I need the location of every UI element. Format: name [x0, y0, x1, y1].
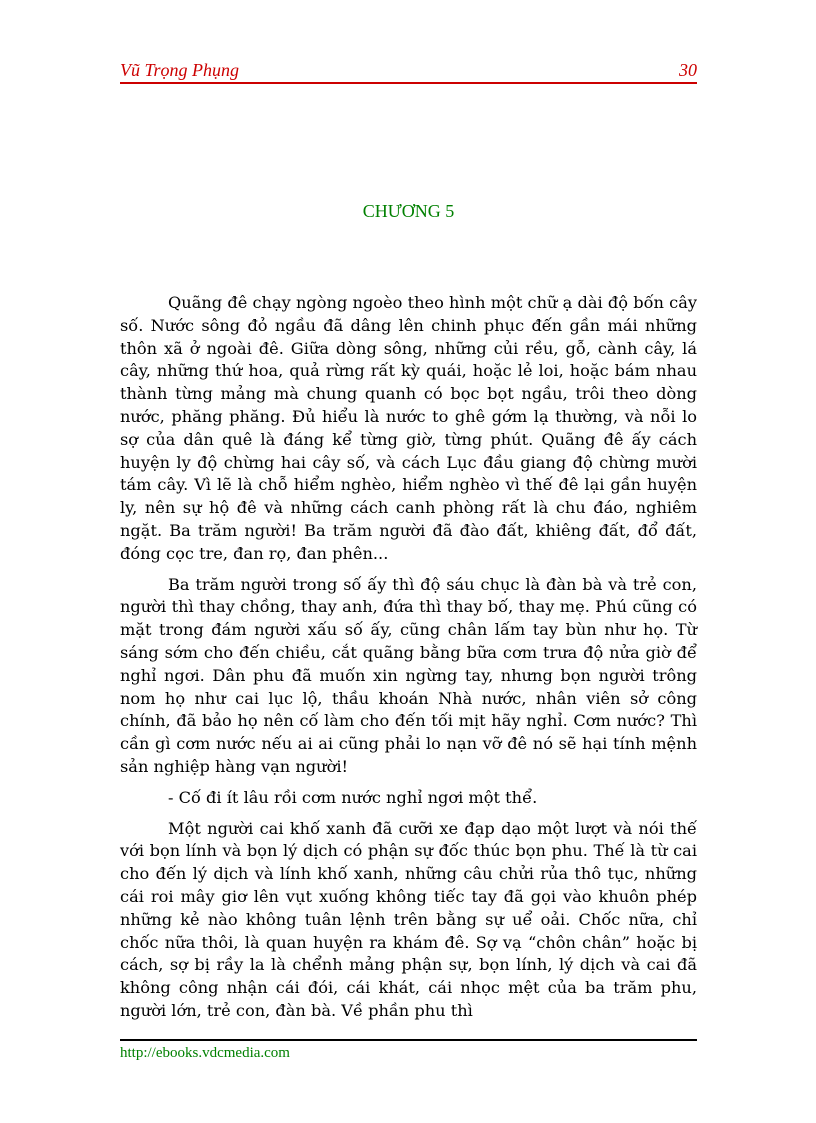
footer-divider — [120, 1039, 697, 1041]
chapter-body — [120, 292, 697, 1031]
footer-url-link[interactable]: http://ebooks.vdcmedia.com — [120, 1045, 290, 1061]
header-author: Vũ Trọng Phụng — [120, 60, 240, 80]
paragraph: Quãng đê chạy ngòng ngoèo theo hình một chữ ạ dài độ bốn cây số. Nước sông đỏ ngầu đã dâng lên chinh phục đến gần mái những thôn xã ở ngoài đê. Giữa dòng sông, những củi rều, gỗ, cành cây, lá cây, những thứ hoa, quả rừng rất kỳ quái, hoặc lẻ loi, hoặc bám nhau thành từng mảng mà chung quanh có bọc bọt ngầu, trôi theo dòng nước, phăng phăng. Đủ hiểu là nước to ghê gớm lạ thường, và nỗi lo sợ của dân quê là đáng kể từng giờ, từng phút. Quãng đê ấy cách huyện ly độ chừng hai cây số, và cách Lục đầu giang độ chừng mười tám cây. Vì lẽ là chỗ hiểm nghèo, hiểm nghèo vì thế đê lại gần huyện ly, nên sự hộ đê và những cách canh phòng rất là chu đáo, nghiêm ngặt. Ba trăm người! Ba trăm người đã đào đất, khiêng đất, đổ đất, đóng cọc tre, đan rọ, đan phên... — [120, 293, 697, 563]
paragraph: Ba trăm người trong số ấy thì độ sáu chục là đàn bà và trẻ con, người thì thay chồng, thay anh, đứa thì thay bố, thay mẹ. Phú cũng có mặt trong đám người xấu số ấy, cũng chân lấm tay bùn như họ. Từ sáng sớm cho đến chiều, cắt quãng bằng bữa cơm trưa độ nửa giờ để nghỉ ngơi. Dân phu đã muốn xin ngừng tay, nhưng bọn người trông nom họ như cai lục lộ, thầu khoán Nhà nước, nhân viên sở công chính, đã bảo họ nên cố làm cho đến tối mịt hãy nghỉ. Cơm nước? Thì cần gì cơm nước nếu ai ai cũng phải lo nạn vỡ đê nó sẽ hại tính mệnh sản nghiệp hàng vạn người! — [120, 574, 697, 776]
dialogue-line: - Cố đi ít lâu rồi cơm nước nghỉ ngơi một thể. — [168, 787, 538, 807]
chapter-title: CHƯƠNG 5 — [362, 201, 455, 221]
header-page-number: 30 — [679, 60, 697, 80]
paragraph: Một người cai khố xanh đã cưỡi xe đạp dạo một lượt và nói thế với bọn lính và bọn lý dịch có phận sự đốc thúc bọn phu. Thế là từ cai cho đến lý dịch và lính khố xanh, những câu chửi rủa thô tục, những cái roi mây giơ lên vụt xuống không tiếc tay đã gọi vào khuôn phép những kẻ nào không tuân lệnh trên bằng sự uể oải. Chốc nữa, chỉ chốc nữa thôi, là quan huyện ra khám đê. Sợ vạ “chôn chân” hoặc bị cách, sợ bị rầy la là chểnh mảng phận sự, bọn lính, lý dịch và cai đã không công nhận cái đói, cái khát, cái nhọc mệt của ba trăm phu, người lớn, trẻ con, đàn bà. Về phần phu thì — [120, 818, 697, 1020]
page-header — [120, 60, 697, 84]
